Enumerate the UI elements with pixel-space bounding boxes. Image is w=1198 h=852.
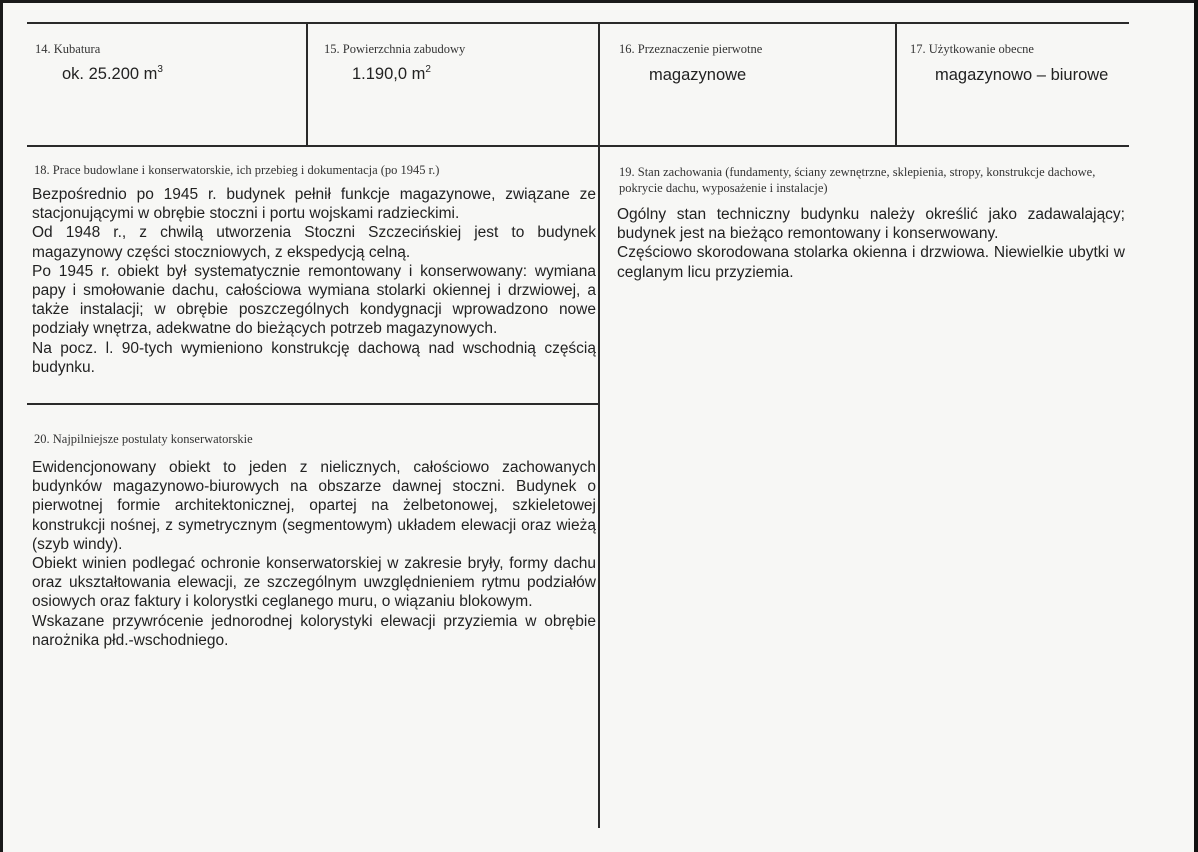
section15-value-text: 1.190,0 m bbox=[352, 65, 426, 83]
section20-text: Ewidencjonowany obiekt to jeden z nielicznych, całościowo zachowanych budynków magazynowo-biurowych na obszarze dawnej stoczni. Budynek o pierwotnej formie architektonicznej, opartej na żelbetonowej, szkieletowej konstrukcji nośnej, z symetrycznym (segmentowym) układem elewacji oraz wieżą (szyb windy). Obiekt winien podlegać ochronie konserwatorskiej w zakresie bryły, formy dachu oraz ukształtowania elewacji, ze szczególnym uwzględnieniem rytmu podziałów osiowych oraz faktury i kolorystki ceglanego muru, o wiązaniu blokowym. Wskazane przywrócenie jednorodnej kolorystyki elewacji przyziemia w obrębie narożnika płd.-wschodniego. bbox=[32, 459, 596, 649]
section16-value: magazynowe bbox=[649, 66, 747, 84]
col-divider-3 bbox=[895, 22, 897, 146]
section14-label: 14. Kubatura bbox=[35, 42, 101, 56]
section19-label: 19. Stan zachowania (fundamenty, ściany zewnętrzne, sklepienia, stropy, konstrukcje dachowe, pokrycie dachu, wyposażenie i instalacje) bbox=[619, 165, 1096, 195]
scan-edge-right bbox=[1194, 0, 1198, 852]
section16-label: 16. Przeznaczenie pierwotne bbox=[619, 42, 763, 56]
scan-edge-top bbox=[0, 0, 1198, 3]
section17-label: 17. Użytkowanie obecne bbox=[910, 42, 1034, 56]
section18-bottom-border bbox=[27, 403, 600, 405]
row-divider bbox=[27, 145, 1129, 147]
section19-text: Ogólny stan techniczny budynku należy określić jako zadawalający; budynek jest na bieżąco remontowany i konserwowany. Częściowo skorodowana stolarka okienna i drzwiowa. Niewielkie ubytki w ceglanym licu przyziemia. bbox=[617, 206, 1125, 281]
section17-value: magazynowo – biurowe bbox=[935, 66, 1109, 84]
top-border bbox=[27, 22, 1129, 24]
section14-value-text: ok. 25.200 m bbox=[62, 65, 158, 83]
section14-value bbox=[62, 65, 163, 84]
section20-label: 20. Najpilniejsze postulaty konserwatorskie bbox=[34, 432, 253, 446]
section18-text: Bezpośrednio po 1945 r. budynek pełnił funkcje magazynowe, związane ze stacjonującymi w obrębie stoczni i portu wojskami radzieckimi. Od 1948 r., z chwilą utworzenia Stoczni Szczecińskiej jest to budynek magazynowy części stoczniowych, z ekspedycją celną. Po 1945 r. obiekt był systematycznie remontowany i konserwowany: wymiana papy i smołowanie dachu, całościowa wymiana stolarki okiennej i drzwiowej, a także instalacji; w obrębie poszczególnych kondygnacji wprowadzono nowe podziały wnętrza, adekwatne do bieżących potrzeb magazynowych. Na pocz. l. 90-tych wymieniono konstrukcję dachową nad wschodnią częścią budynku. bbox=[32, 186, 596, 376]
section15-value bbox=[352, 65, 431, 84]
section15-label: 15. Powierzchnia zabudowy bbox=[324, 42, 466, 56]
scan-edge-left bbox=[0, 0, 3, 852]
section18-label: 18. Prace budowlane i konserwatorskie, ich przebieg i dokumentacja (po 1945 r.) bbox=[34, 163, 440, 177]
col-divider-1 bbox=[306, 22, 308, 146]
section14-unit-exponent: 3 bbox=[157, 64, 163, 75]
section15-unit-exponent: 2 bbox=[425, 64, 431, 75]
col-divider-main bbox=[598, 22, 600, 828]
